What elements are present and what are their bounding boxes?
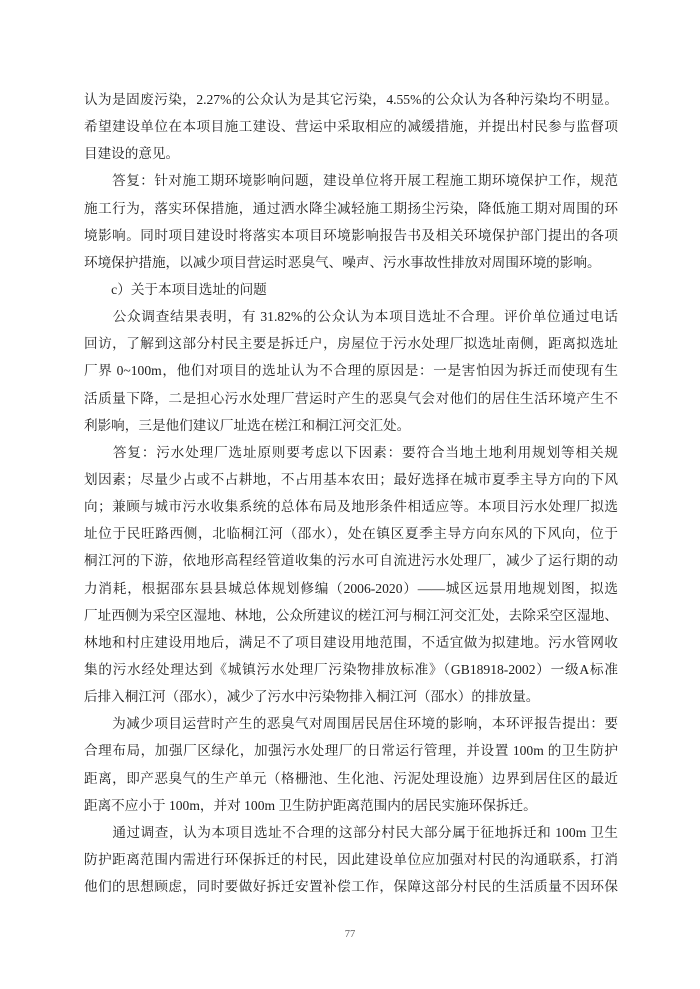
text-line: 桐江河的下游，依地形高程经管道收集的污水可自流进污水处理厂，减少了运行期的动 [84, 553, 618, 569]
text-line: 向；兼顾与城市污水收集系统的总体布局及地形条件相适应等。本项目污水处理厂拟选 [84, 499, 618, 515]
text-line: 境影响。同时项目建设时将落实本项目环境影响报告书及相关环境保护部门提出的各项 [84, 227, 618, 243]
text-line: 回访，了解到这部分村民主要是拆迁户，房屋位于污水处理厂拟选址南侧，距离拟选址 [84, 336, 618, 352]
text-line: 他们的思想顾虑，同时要做好拆迁安置补偿工作，保障这部分村民的生活质量不因环保 [84, 879, 618, 895]
document-body [84, 86, 618, 900]
text-line: 合理布局，加强厂区绿化，加强污水处理厂的日常运行管理，并设置 100m 的卫生防护 [84, 743, 618, 759]
page-number: 77 [344, 929, 356, 940]
text-line: 集的污水经处理达到《城镇污水处理厂污染物排放标准》（GB18918-2002）一级A标准 [84, 661, 618, 677]
text-line: 厂址西侧为采空区湿地、林地，公众所建议的槎江河与桐江河交汇处，去除采空区湿地、 [84, 607, 618, 623]
text-line: 厂界 0~100m，他们对项目的选址认为不合理的原因是：一是害怕因为拆迁而使现有生 [84, 363, 618, 379]
text-line: 认为是固废污染，2.27%的公众认为是其它污染，4.55%的公众认为各种污染均不明显。 [84, 92, 618, 107]
text-line: 距离不应小于 100m，并对 100m 卫生防护距离范围内的居民实施环保拆迁。 [84, 797, 537, 813]
text-line: 为减少项目运营时产生的恶臭气对周围居民居住环境的影响，本环评报告提出：要 [84, 716, 618, 732]
text-line: c）关于本项目选址的问题 [84, 281, 267, 297]
text-line: 公众调查结果表明，有 31.82%的公众认为本项目选址不合理。评价单位通过电话 [84, 309, 618, 325]
text-line: 防护距离范围内需进行环保拆迁的村民，因此建设单位应加强对村民的沟通联系，打消 [84, 851, 618, 867]
text-line: 距离，即产恶臭气的生产单元（格栅池、生化池、污泥处理设施）边界到居住区的最近 [84, 770, 618, 786]
text-line: 划因素；尽量少占或不占耕地，不占用基本农田；最好选择在城市夏季主导方向的下风 [84, 471, 618, 487]
text-line: 活质量下降，二是担心污水处理厂营运时产生的恶臭气会对他们的居住生活环境产生不 [84, 390, 618, 406]
text-line: 利影响，三是他们建议厂址选在槎江和桐江河交汇处。 [84, 417, 411, 433]
text-line: 施工行为，落实环保措施，通过洒水降尘减轻施工期扬尘污染，降低施工期对周围的环 [84, 200, 618, 216]
text-line: 力消耗，根据邵东县县城总体规划修编（2006-2020）——城区远景用地规划图，拟选 [84, 580, 618, 596]
text-line: 后排入桐江河（邵水），减少了污水中污染物排入桐江河（邵水）的排放量。 [84, 689, 540, 705]
text-line: 址位于民旺路西侧，北临桐江河（邵水），处在镇区夏季主导方向东风的下风向，位于 [84, 526, 618, 542]
text-line: 希望建设单位在本项目施工建设、营运中采取相应的减缓措施，并提出村民参与监督项 [84, 119, 618, 135]
text-line: 环境保护措施，以减少项目营运时恶臭气、噪声、污水事故性排放对周围环境的影响。 [84, 254, 601, 270]
text-line: 答复：污水处理厂选址原则要考虑以下因素：要符合当地土地利用规划等相关规 [84, 444, 618, 460]
text-line: 目建设的意见。 [84, 146, 180, 162]
text-line: 林地和村庄建设用地后，满足不了项目建设用地范围，不适宜做为拟建地。污水管网收 [84, 634, 618, 650]
text-line: 答复：针对施工期环境影响问题，建设单位将开展工程施工期环境保护工作，规范 [84, 173, 618, 189]
text-line: 通过调查，认为本项目选址不合理的这部分村民大部分属于征地拆迁和 100m 卫生 [84, 824, 618, 840]
